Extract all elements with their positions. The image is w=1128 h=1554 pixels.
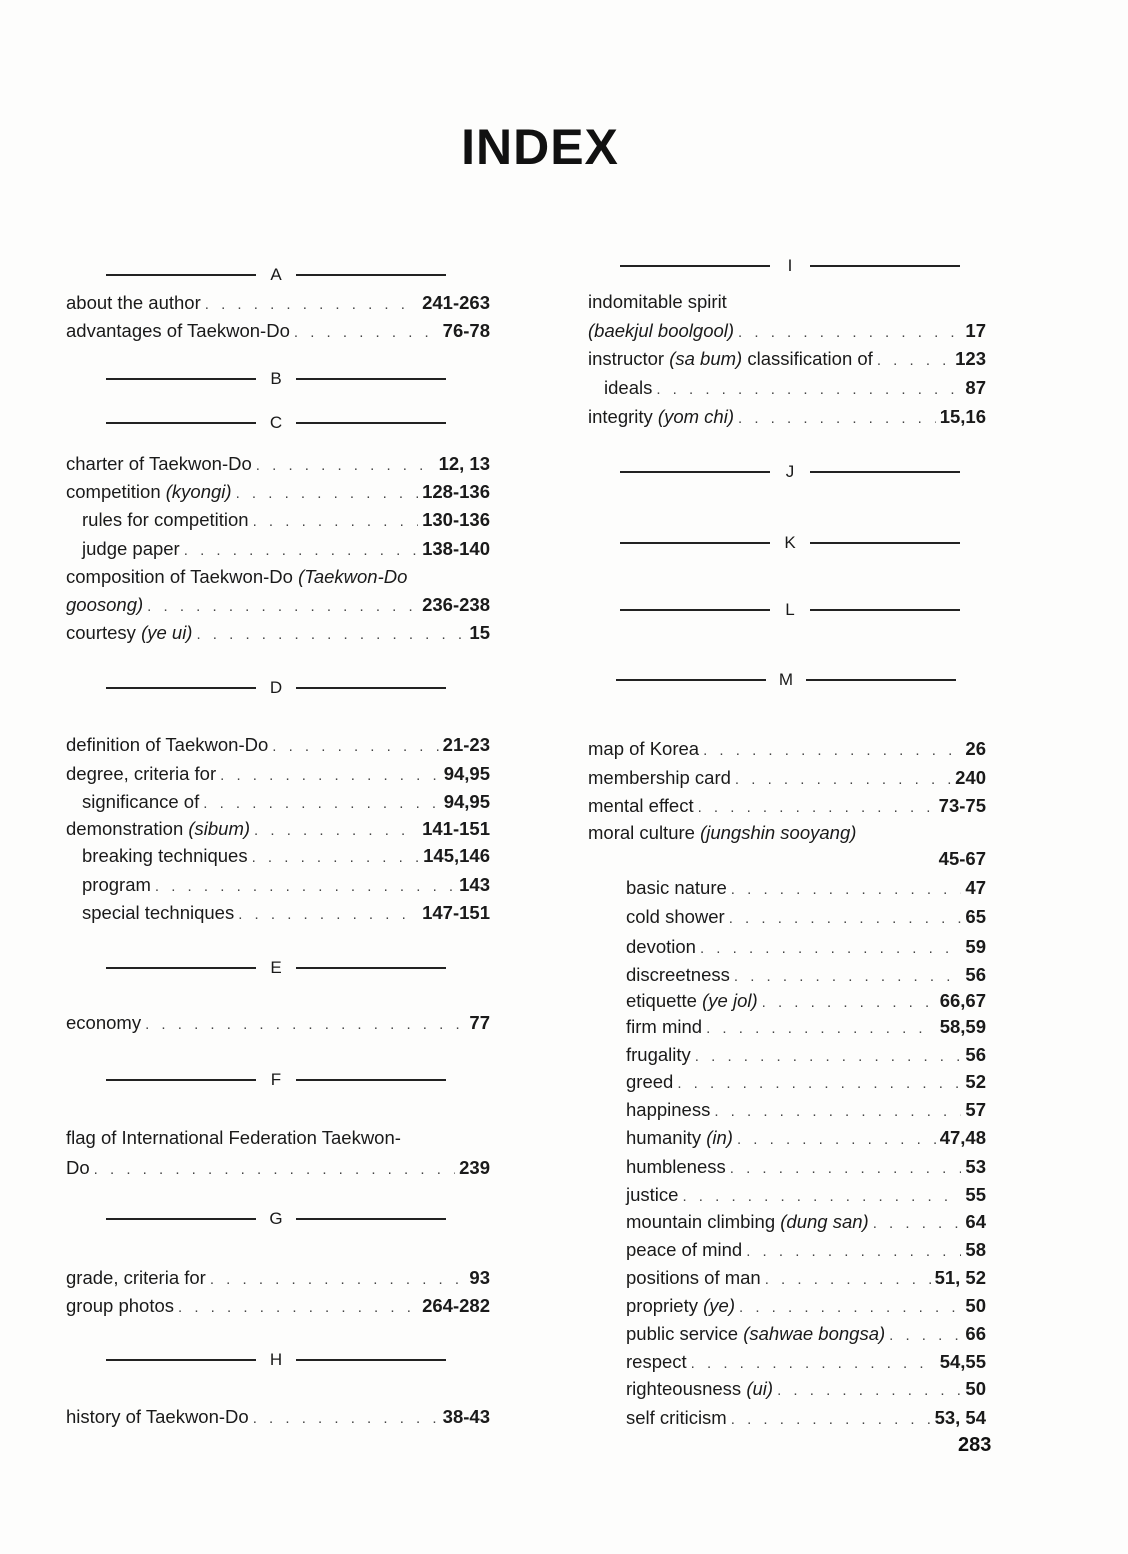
page-number: 283: [958, 1434, 992, 1456]
index-entry: group photos . . . 264-282: [66, 1293, 490, 1319]
index-entry: composition of Taekwon-Do (Taekwon-Do: [66, 566, 408, 587]
index-subentry: humbleness . . . 53: [588, 1154, 986, 1180]
index-entry: moral culture (jungshin sooyang): [588, 822, 857, 843]
index-subentry: basic nature . . . 47: [588, 875, 986, 901]
index-subentry: mountain climbing (dung san) . . . 64: [588, 1209, 986, 1235]
index-subentry: rules for competition . . . 130-136: [66, 507, 490, 533]
index-entry: economy . . . 77: [66, 1010, 490, 1036]
index-subentry: propriety (ye) . . . 50: [588, 1293, 986, 1319]
page-title: INDEX: [461, 119, 619, 175]
section-divider-j: J: [620, 460, 960, 484]
index-subentry: etiquette (ye jol) . . . 66,67: [588, 988, 986, 1014]
section-divider-h: H: [106, 1348, 446, 1372]
section-divider-l: L: [620, 598, 960, 622]
index-subentry: devotion . . . 59: [588, 934, 986, 960]
section-divider-i: I: [620, 254, 960, 278]
index-entry: instructor (sa bum) classification of . . . 123: [588, 346, 986, 372]
section-divider-m: M: [616, 668, 956, 692]
index-entry: degree, criteria for . . . 94,95: [66, 761, 490, 787]
index-subentry: discreetness . . . 56: [588, 962, 986, 988]
index-subentry: significance of . . . 94,95: [66, 789, 490, 815]
index-subentry: humanity (in) . . . 47,48: [588, 1125, 986, 1151]
index-entry: mental effect . . . 73-75: [588, 793, 986, 819]
index-subentry: respect . . . 54,55: [588, 1349, 986, 1375]
section-divider-g: G: [106, 1207, 446, 1231]
index-entry: flag of International Federation Taekwon-: [66, 1127, 401, 1148]
index-entry: grade, criteria for . . . 93: [66, 1265, 490, 1291]
index-subentry: righteousness (ui) . . . 50: [588, 1376, 986, 1402]
index-subentry: ideals . . . 87: [588, 375, 986, 401]
section-divider-d: D: [106, 676, 446, 700]
index-subentry: breaking techniques . . . 145,146: [66, 843, 490, 869]
index-entry: courtesy (ye ui) . . . 15: [66, 620, 490, 646]
index-subentry: frugality . . . 56: [588, 1042, 986, 1068]
index-subentry: public service (sahwae bongsa) . . . 66: [588, 1321, 986, 1347]
index-entry: history of Taekwon-Do . . . 38-43: [66, 1404, 490, 1430]
index-entry: charter of Taekwon-Do . . . 12, 13: [66, 451, 490, 477]
index-subentry: program . . . 143: [66, 872, 490, 898]
index-subentry: justice . . . 55: [588, 1182, 986, 1208]
section-divider-c: C: [106, 411, 446, 435]
section-divider-k: K: [620, 531, 960, 555]
index-entry: integrity (yom chi) . . . 15,16: [588, 404, 986, 430]
index-subentry: firm mind . . . 58,59: [588, 1014, 986, 1040]
index-subentry: cold shower . . . 65: [588, 904, 986, 930]
index-subentry: self criticism . . . 53, 54: [588, 1405, 986, 1431]
index-entry: competition (kyongi) . . . 128-136: [66, 479, 490, 505]
index-subentry: peace of mind . . . 58: [588, 1237, 986, 1263]
index-entry: advantages of Taekwon-Do . . . 76-78: [66, 318, 490, 344]
section-divider-e: E: [106, 956, 446, 980]
index-entry: definition of Taekwon-Do . . . 21-23: [66, 732, 490, 758]
index-entry: indomitable spirit: [588, 291, 727, 312]
index-entry-continued: 45-67: [938, 848, 986, 869]
index-subentry: happiness . . . 57: [588, 1097, 986, 1123]
index-entry: membership card . . . 240: [588, 765, 986, 791]
section-divider-f: F: [106, 1068, 446, 1092]
index-entry-continued: Do . . . 239: [66, 1155, 490, 1181]
index-entry: map of Korea . . . 26: [588, 736, 986, 762]
index-entry-continued: (baekjul boolgool) . . . 17: [588, 318, 986, 344]
section-divider-a: A: [106, 263, 446, 287]
index-subentry: special techniques . . . 147-151: [66, 900, 490, 926]
index-entry-continued: goosong) . . . 236-238: [66, 592, 490, 618]
index-entry: demonstration (sibum) . . . 141-151: [66, 816, 490, 842]
index-subentry: judge paper . . . 138-140: [66, 536, 490, 562]
index-entry: about the author . . . 241-263: [66, 290, 490, 316]
index-subentry: greed . . . 52: [588, 1069, 986, 1095]
section-divider-b: B: [106, 367, 446, 391]
index-subentry: positions of man . . . 51, 52: [588, 1265, 986, 1291]
